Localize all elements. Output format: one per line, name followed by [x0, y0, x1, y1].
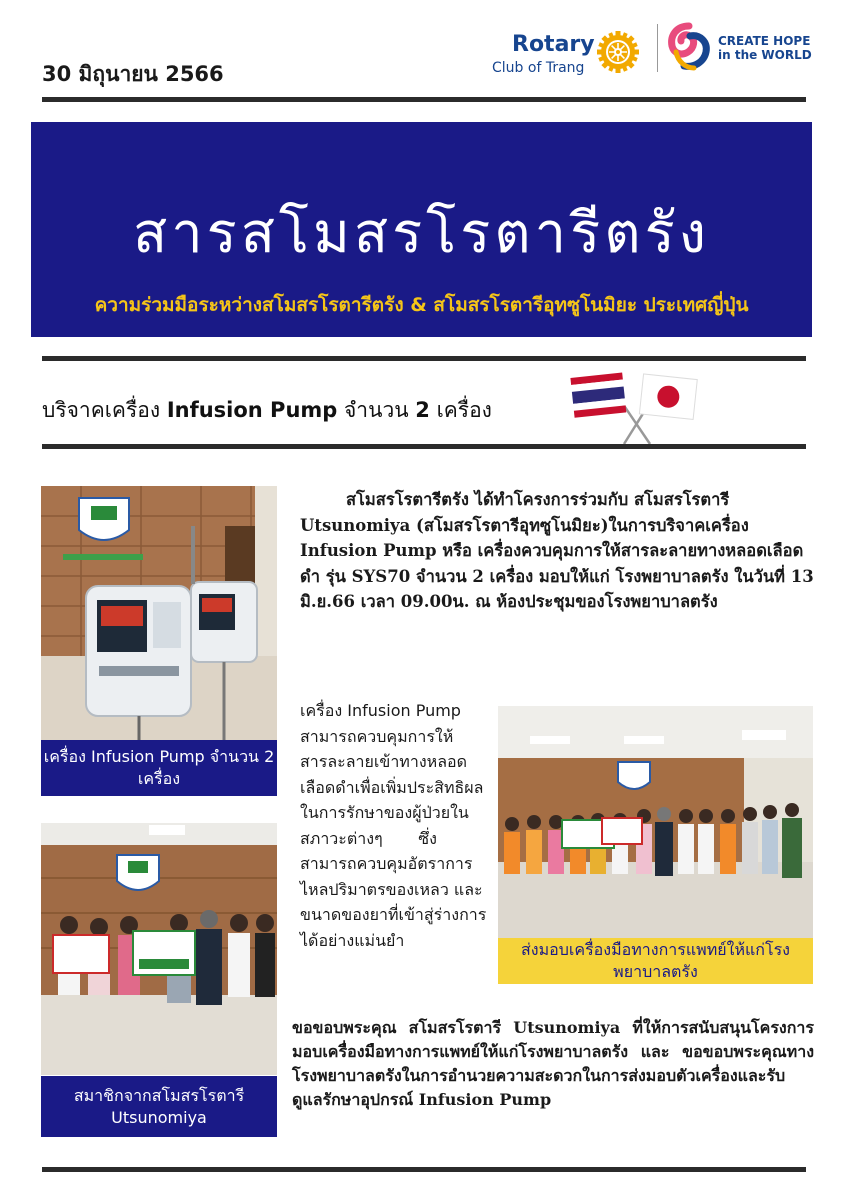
create-hope-logo-icon	[666, 22, 712, 72]
handover-photo	[498, 706, 813, 938]
issue-date: 30 มิถุนายน 2566	[42, 62, 224, 86]
headline-suffix: เครื่อง	[429, 398, 492, 422]
headline-divider	[42, 444, 806, 449]
intro-paragraph: สโมสรโรตารีตรัง ได้ทำโครงการร่วมกับ สโมสรโรตารี Utsunomiya (สโมสรโรตารีอุทซูโนมิยะ)ในการบริจาคเครื่อง Infusion Pump หรือ เครื่องควบคุมการให้สารละลายทางหลอดเลือดดำ รุ่น SYS70 จำนวน 2 เครื่อง มอบให้แก่ โรงพยาบาลตรัง ในวันที่ 13 มิ.ย.66 เวลา 09.00น. ณ ห้องประชุมของโรงพยาบาลตรัง	[300, 490, 814, 611]
headline-product: Infusion Pump	[166, 398, 338, 422]
pump-description: เครื่อง Infusion Pump สามารถควบคุมการให้สารละลายเข้าทางหลอดเลือดดำเพื่อเพิ่มประสิทธิผล ในการรักษาของผู้ป่วยในสภาวะต่างๆ ซึ่งสามารถควบคุมอัตราการไหลปริมาตรของเหลว และขนาดของยาที่เข้าสู่ร่างการได้อย่างแม่นยำ	[300, 701, 487, 950]
club-name: Club of Trang	[492, 60, 585, 76]
rotary-wheel-icon	[596, 30, 640, 74]
closing-paragraph: ขอขอบพระคุณ สโมสรโรตารี Utsunomiya ที่ให้การสนับสนุนโครงการมอบเครื่องมือทางการแพทย์ให้แก่โรงพยาบาลตรัง และ ขอขอบพระคุณทางโรงพยาบาลตรังในการอำนวยความสะดวกในการส่งมอบตัวเครื่องและรับดูแลรักษาอุปกรณ์ Infusion Pump	[292, 1018, 814, 1109]
newsletter-subtitle: ความร่วมมือระหว่างสโมสรโรตารีตรัง & สโมสรโรตารีอุทซูโนมิยะ ประเทศญี่ปุ่น	[94, 294, 749, 316]
handover-photo-caption: ส่งมอบเครื่องมือทางการแพทย์ให้แก่โรงพยาบาลตรัง	[498, 938, 813, 984]
members-photo-caption: สมาชิกจากสโมสรโรตารี Utsunomiya	[41, 1076, 277, 1137]
create-hope-line1: CREATE HOPE	[718, 34, 811, 48]
rotary-club-logo	[490, 30, 650, 82]
pump-photo-caption: เครื่อง Infusion Pump จำนวน 2 เครื่อง	[41, 740, 277, 796]
logo-divider	[657, 24, 658, 72]
newsletter-banner	[31, 122, 812, 337]
members-photo	[41, 823, 277, 1075]
infusion-pump-photo	[41, 486, 277, 740]
thai-japan-flags-icon	[568, 366, 704, 446]
create-hope-tagline	[718, 34, 812, 62]
banner-divider-top	[42, 356, 806, 361]
headline-middle: จำนวน	[337, 398, 416, 422]
headline-prefix: บริจาคเครื่อง	[42, 398, 167, 422]
top-divider	[42, 97, 806, 102]
bottom-divider	[42, 1167, 806, 1172]
rotary-wordmark: Rotary	[512, 32, 595, 57]
newsletter-title: สารสโมสรโรตารีตรัง	[133, 201, 710, 266]
headline-count: 2	[415, 398, 430, 422]
create-hope-line2: in the WORLD	[718, 48, 812, 62]
article-headline	[42, 394, 492, 427]
